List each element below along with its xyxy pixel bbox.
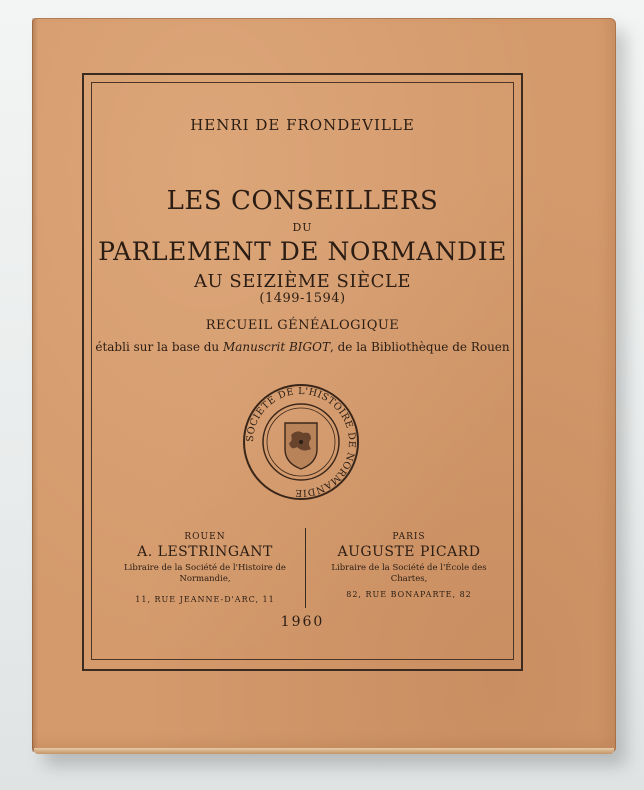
publisher-right-address: 82, RUE BONAPARTE, 82 (346, 590, 472, 599)
basis-post: , de la Bibliothèque de Rouen (329, 340, 510, 354)
basis-pre: établi sur la base du (95, 340, 223, 354)
publisher-right-desc: Libraire de la Société de l'École des Chartes, (331, 563, 487, 584)
publisher-right-city: PARIS (392, 532, 426, 542)
title-line-1: LES CONSEILLERS (166, 186, 439, 216)
seal-text: SOCIÉTÉ DE L'HISTOIRE DE NORMANDIE (244, 385, 358, 499)
page-edge (34, 748, 614, 754)
author-name: HENRI DE FRONDEVILLE (190, 116, 415, 134)
cover-edge-shading (32, 18, 38, 752)
publisher-left-address: 11, RUE JEANNE-D'ARC, 11 (135, 595, 275, 604)
subtitle: RECUEIL GÉNÉALOGIQUE (205, 318, 400, 333)
title-line-4: AU SEIZIÈME SIÈCLE (194, 271, 411, 292)
title-line-2: DU (292, 221, 313, 234)
basis-manuscript: Manuscrit BIGOT (222, 340, 330, 354)
title-line-3: PARLEMENT DE NORMANDIE (98, 237, 507, 266)
society-seal-emblem (241, 383, 361, 501)
title-dates: (1499-1594) (259, 291, 346, 306)
publisher-left-city: ROUEN (184, 532, 226, 542)
publisher-right-name: AUGUSTE PICARD (337, 544, 481, 560)
publication-year: 1960 (280, 614, 325, 630)
subtitle-basis (92, 340, 513, 354)
publisher-divider (305, 528, 306, 608)
publisher-left-desc: Libraire de la Société de l'Histoire de Normandie, (124, 563, 286, 584)
publisher-left-name: A. LESTRINGANT (137, 544, 273, 560)
